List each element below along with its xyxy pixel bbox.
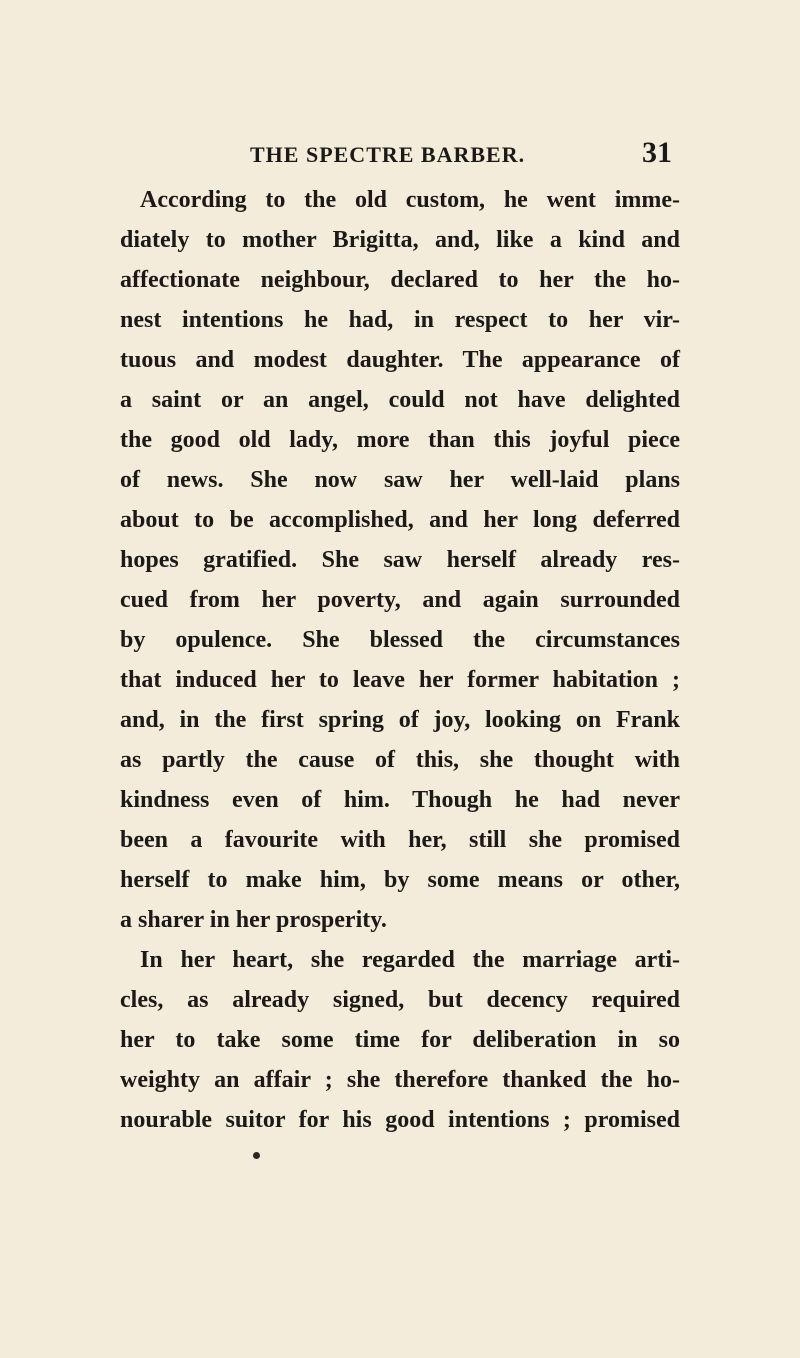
text-line: nourable suitor for his good intentions ; promised [120, 1107, 680, 1133]
text-line: her to take some time for deliberation in so [120, 1027, 680, 1053]
text-line: affectionate neighbour, declared to her the ho- [120, 267, 680, 293]
text-line: In her heart, she regarded the marriage arti- [140, 947, 680, 973]
text-line: by opulence. She blessed the circumstances [120, 627, 680, 653]
text-line: hopes gratified. She saw herself already res- [120, 547, 680, 573]
running-title: THE SPECTRE BARBER. [250, 142, 526, 167]
text-line: a sharer in her prosperity. [120, 907, 387, 933]
text-line: that induced her to leave her former habitation ; [120, 667, 680, 693]
text-line: nest intentions he had, in respect to her vir- [120, 307, 680, 333]
text-line: cued from her poverty, and again surrounded [120, 587, 680, 613]
text-line: cles, as already signed, but decency required [120, 987, 680, 1013]
text-line: and, in the first spring of joy, looking on Frank [120, 707, 680, 733]
text-line: been a favourite with her, still she promised [120, 827, 680, 853]
text-line: tuous and modest daughter. The appearance of [120, 347, 680, 373]
text-line: According to the old custom, he went imme- [140, 187, 680, 213]
text-line: as partly the cause of this, she thought with [120, 747, 680, 773]
text-line: of news. She now saw her well-laid plans [120, 467, 680, 493]
text-line: about to be accomplished, and her long deferred [120, 507, 680, 533]
text-line: herself to make him, by some means or other, [120, 867, 680, 893]
running-head [250, 136, 670, 176]
ink-dot [253, 1152, 260, 1159]
page-number: 31 [642, 136, 672, 169]
body-text [120, 180, 680, 1140]
text-line: the good old lady, more than this joyful piece [120, 427, 680, 453]
text-line: diately to mother Brigitta, and, like a kind and [120, 227, 680, 253]
text-line: kindness even of him. Though he had never [120, 787, 680, 813]
text-line: a saint or an angel, could not have delighted [120, 387, 680, 413]
text-line: weighty an affair ; she therefore thanked the ho- [120, 1067, 680, 1093]
